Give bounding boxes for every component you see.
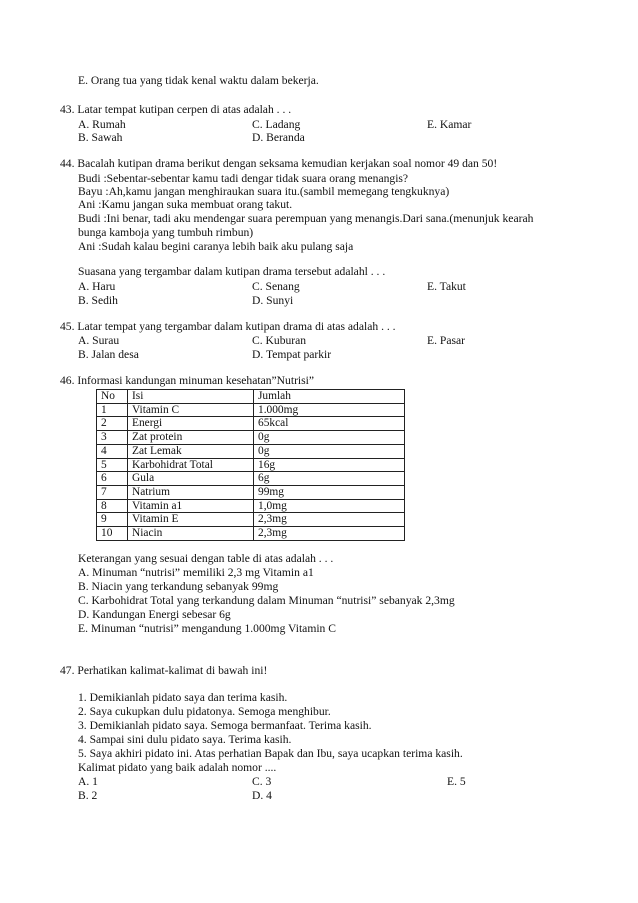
table-cell: 1.000mg [254, 403, 405, 417]
q47-question: Kalimat pidato yang baik adalah nomor .... [78, 761, 277, 774]
table-cell: 10 [97, 527, 128, 541]
q44-option-c: C. Senang [252, 280, 300, 293]
q45-option-d: D. Tempat parkir [252, 348, 332, 361]
table-row [97, 527, 405, 541]
table-row [97, 458, 405, 472]
table-cell: 16g [254, 458, 405, 472]
table-cell: Zat protein [128, 431, 254, 445]
table-row [97, 499, 405, 513]
table-header-cell: Isi [128, 390, 254, 404]
table-row [97, 417, 405, 431]
q45-option-c: C. Kuburan [252, 334, 307, 347]
q46-option-a: A. Minuman “nutrisi” memiliki 2,3 mg Vitamin a1 [78, 566, 314, 579]
table-cell: 6g [254, 472, 405, 486]
table-row [97, 444, 405, 458]
q46-option-b: B. Niacin yang terkandung sebanyak 99mg [78, 580, 279, 593]
table-cell: 1 [97, 403, 128, 417]
table-cell: Energi [128, 417, 254, 431]
q47-option-e: E. 5 [447, 775, 466, 788]
table-cell: 0g [254, 431, 405, 445]
table-cell: 3 [97, 431, 128, 445]
q44-option-e: E. Takut [427, 280, 466, 293]
q43-option-d: D. Beranda [252, 131, 305, 144]
table-cell: 2,3mg [254, 527, 405, 541]
table-cell: Karbohidrat Total [128, 458, 254, 472]
q46-option-c: C. Karbohidrat Total yang terkandung dalam Minuman “nutrisi” sebanyak 2,3mg [78, 594, 455, 607]
prev-option-e: E. Orang tua yang tidak kenal waktu dalam bekerja. [78, 74, 319, 87]
table-row [97, 403, 405, 417]
q45-option-e: E. Pasar [427, 334, 465, 347]
q43-option-a: A. Rumah [78, 118, 126, 131]
table-cell: 9 [97, 513, 128, 527]
q47-sentence: 4. Sampai sini dulu pidato saya. Terima kasih. [78, 733, 292, 746]
q44-dialog-line: Budi :Ini benar, tadi aku mendengar suara perempuan yang menangis.Dari sana.(menunjuk kearah [78, 212, 534, 225]
table-cell: Zat Lemak [128, 444, 254, 458]
q44-option-a: A. Haru [78, 280, 116, 293]
q45-option-a: A. Surau [78, 334, 120, 347]
q47-option-b: B. 2 [78, 789, 98, 802]
q47-sentence: 3. Demikianlah pidato saya. Semoga bermanfaat. Terima kasih. [78, 719, 372, 732]
table-cell: 65kcal [254, 417, 405, 431]
table-cell: Vitamin E [128, 513, 254, 527]
table-header-cell: No [97, 390, 128, 404]
nutrition-table [96, 389, 405, 541]
table-cell: 1,0mg [254, 499, 405, 513]
table-cell: 2,3mg [254, 513, 405, 527]
table-header-row [97, 390, 405, 404]
table-cell: 99mg [254, 485, 405, 499]
q47-option-d: D. 4 [252, 789, 272, 802]
q46-stem: 46. Informasi kandungan minuman kesehatan”Nutrisi” [60, 374, 315, 387]
q45-option-b: B. Jalan desa [78, 348, 139, 361]
q43-stem: 43. Latar tempat kutipan cerpen di atas adalah . . . [60, 103, 292, 116]
q43-option-b: B. Sawah [78, 131, 123, 144]
table-cell: 8 [97, 499, 128, 513]
table-cell: 2 [97, 417, 128, 431]
table-cell: Vitamin a1 [128, 499, 254, 513]
table-cell: 4 [97, 444, 128, 458]
q47-sentence: 1. Demikianlah pidato saya dan terima kasih. [78, 691, 288, 704]
q46-option-d: D. Kandungan Energi sebesar 6g [78, 608, 231, 621]
table-row [97, 431, 405, 445]
table-cell: Niacin [128, 527, 254, 541]
q47-stem: 47. Perhatikan kalimat-kalimat di bawah ini! [60, 664, 268, 677]
table-row [97, 513, 405, 527]
table-cell: Gula [128, 472, 254, 486]
q44-dialog-line: Budi :Sebentar-sebentar kamu tadi dengar tidak suara orang menangis? [78, 172, 409, 185]
table-row [97, 472, 405, 486]
table-cell: 5 [97, 458, 128, 472]
q44-option-b: B. Sedih [78, 294, 118, 307]
q45-stem: 45. Latar tempat yang tergambar dalam kutipan drama di atas adalah . . . [60, 320, 396, 333]
q46-option-e: E. Minuman “nutrisi” mengandung 1.000mg Vitamin C [78, 622, 336, 635]
q44-dialog-line: Ani :Sudah kalau begini caranya lebih baik aku pulang saja [78, 240, 354, 253]
q44-dialog-line: Bayu :Ah,kamu jangan menghiraukan suara itu.(sambil memegang tengkuknya) [78, 185, 450, 198]
table-cell: Natrium [128, 485, 254, 499]
table-header-cell: Jumlah [254, 390, 405, 404]
q47-option-c: C. 3 [252, 775, 272, 788]
q43-option-e: E. Kamar [427, 118, 472, 131]
q44-dialog-line: Ani :Kamu jangan suka membuat orang takut. [78, 198, 293, 211]
table-cell: 7 [97, 485, 128, 499]
q43-option-c: C. Ladang [252, 118, 301, 131]
q44-question: Suasana yang tergambar dalam kutipan drama tersebut adalahl . . . [78, 265, 386, 278]
q47-sentence: 5. Saya akhiri pidato ini. Atas perhatian Bapak dan Ibu, saya ucapkan terima kasih. [78, 747, 463, 760]
table-row [97, 485, 405, 499]
q44-dialog-line: bunga kamboja yang tumbuh rimbun) [78, 226, 254, 239]
q47-option-a: A. 1 [78, 775, 98, 788]
q47-sentence: 2. Saya cukupkan dulu pidatonya. Semoga menghibur. [78, 705, 331, 718]
q44-stem: 44. Bacalah kutipan drama berikut dengan seksama kemudian kerjakan soal nomor 49 dan 50! [60, 157, 498, 170]
q46-question: Keterangan yang sesuai dengan table di atas adalah . . . [78, 552, 334, 565]
table-cell: 0g [254, 444, 405, 458]
table-cell: Vitamin C [128, 403, 254, 417]
q44-option-d: D. Sunyi [252, 294, 294, 307]
table-cell: 6 [97, 472, 128, 486]
